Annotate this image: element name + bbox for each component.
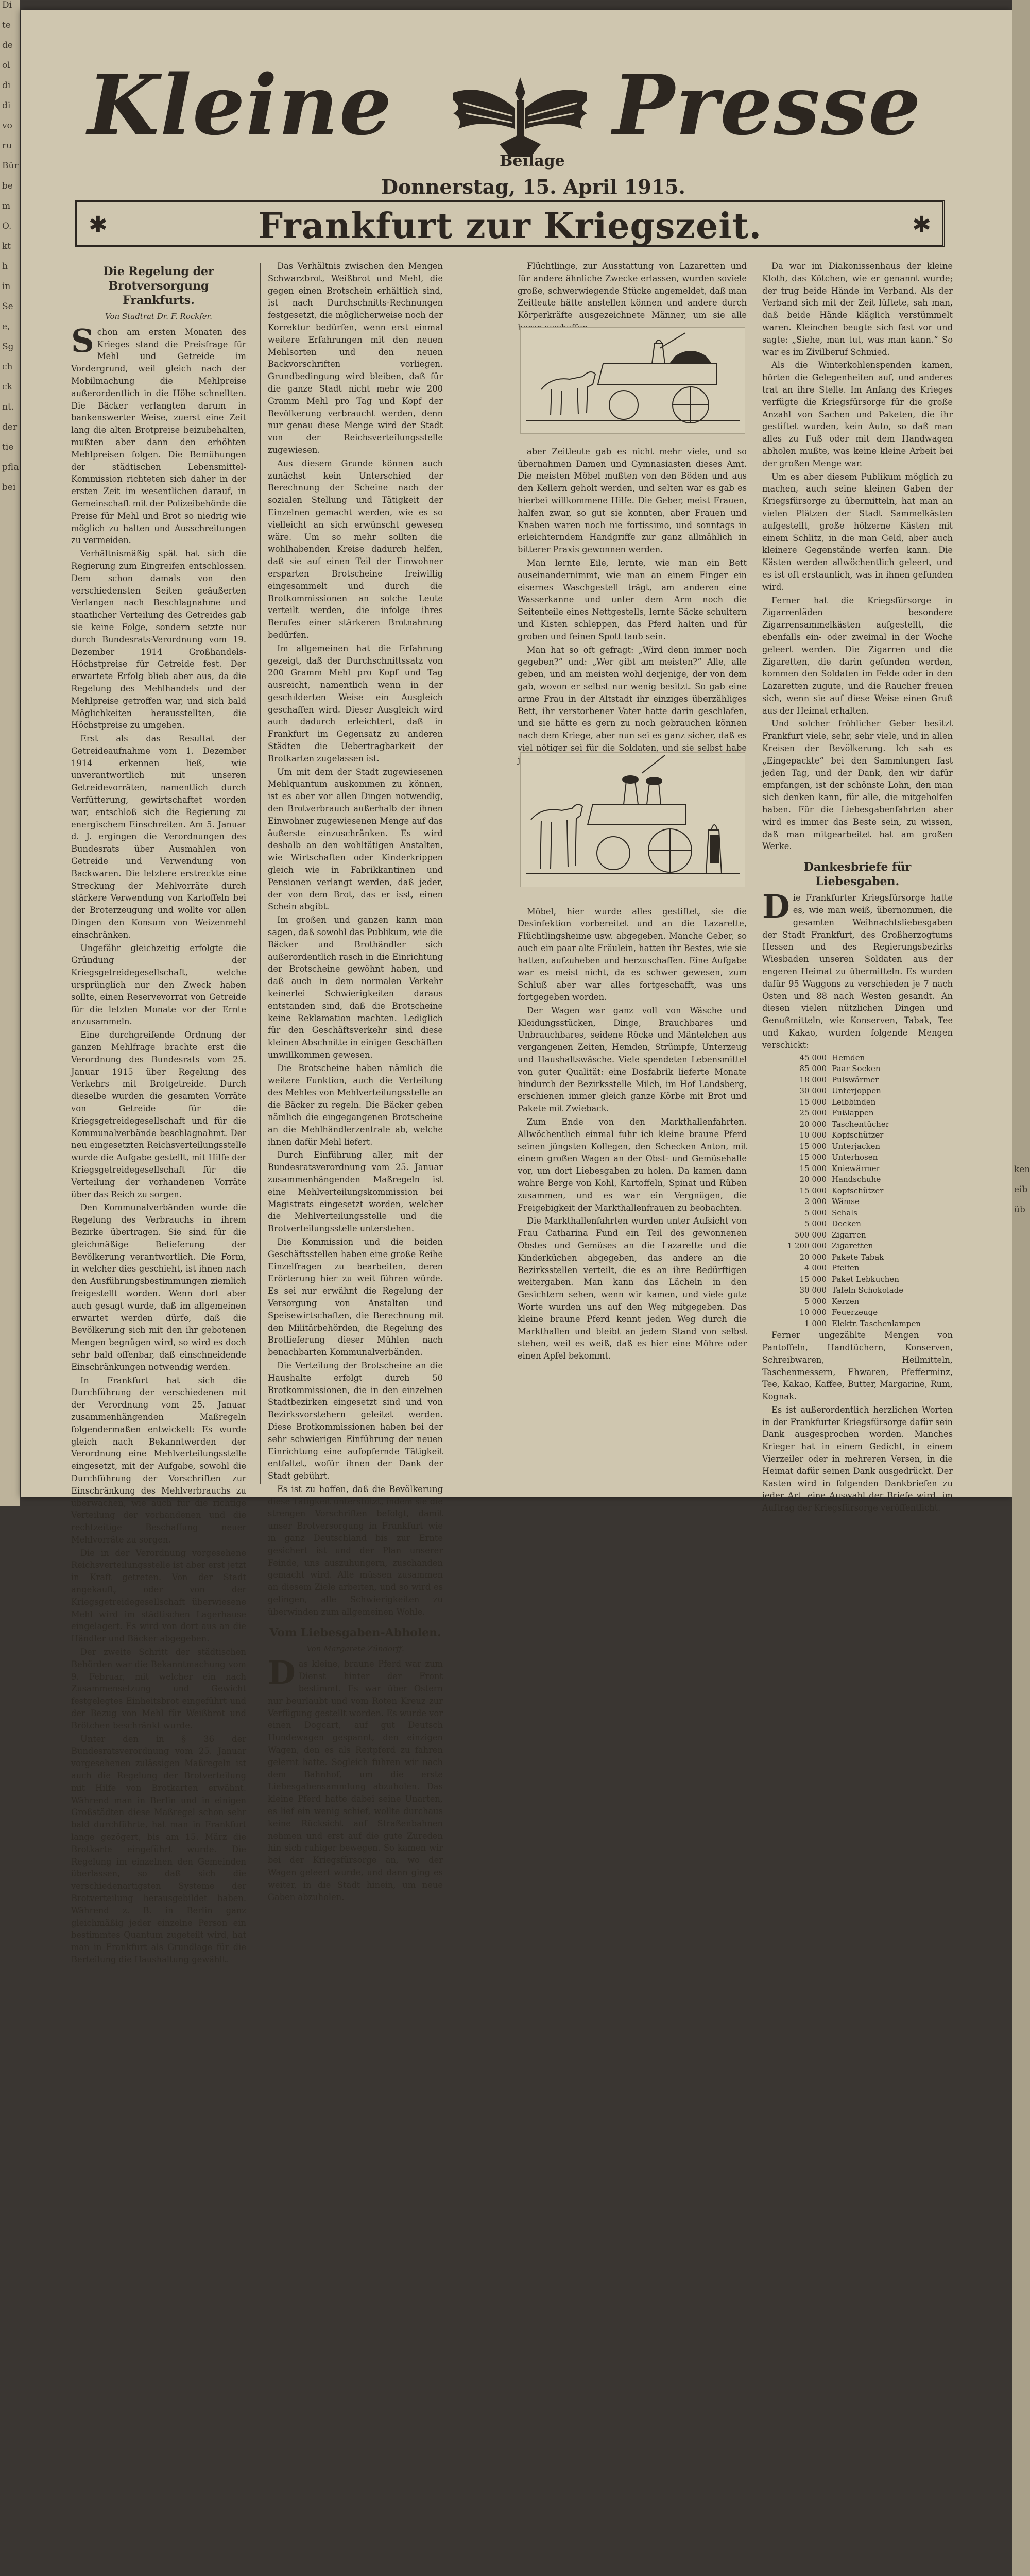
- article-paragraph: Die in der Verordnung vorgesehene Reichsverteilungsstelle ist aber erst jetzt in Kraft getreten. Von der Stadt angekauft, oder von der Kriegsgetreidegesellschaft überwiesene Mehl wird im städtischen Lagerhause eingelagert. Es wird von dort aus an die Händler und Bäcker abgegeben.: [71, 1548, 246, 1644]
- article-body: [71, 548, 246, 1966]
- edge-fragment: m: [2, 201, 11, 211]
- donation-item: Leibbinden: [832, 1097, 876, 1107]
- edge-fragment: O.: [2, 221, 12, 231]
- article-paragraph: Aus diesem Grunde können auch zunächst kein Unterschied der Berechnung der Scheine nach der sozialen Stellung und Tätigkeit der Einzelnen gemacht werden, wie es so vielleicht an sich erwünscht gewesen wäre. Um so mehr sollten die wohlhabenden Kreise dadurch helfen, daß sie auf einen Teil der Einwohner ersparten Brotscheine freiwillig eingesammelt und durch die Brotkommissionen an solche Leute verteilt werden, die infolge ihres Berufes einer stärkeren Brotnahrung bedürfen.: [268, 458, 443, 640]
- donation-list-item: [778, 1141, 953, 1153]
- donation-list-item: [778, 1152, 953, 1163]
- drop-cap: S: [71, 321, 94, 360]
- article-lead: Das kleine, braune Pferd war zum Dienst hinter der Front bestimmt. Es war über Ostern nur beurlaubt und vom Roten Kreuz zur Verfügung gestellt worden. Es wurde vor einen Dogcart, auf gut Deutsch Hundewagen gespannt, den einzigen Wagen, den es als Reitpferd zu fahren gelernt hatte. Sogleich fuhren wir nach dem Bahnhof, um die erste Liebesgabensammlung abzuholen. Das kleine Pferd hatte dabei seine Unarten, es lief ein wenig schief, wollte durchaus keine Rücksicht auf Straßenbahnen nehmen und erst auf die gute Zureden hin sich ruhiger bewegen. So kamen wir bei der Kriegsfürsorge an, wo der Wagen geleert wurde, und dann ging es weiter, in die Stadt hinein, um neue Gaben abzuholen.: [268, 1654, 443, 1902]
- donation-item: Unterjoppen: [832, 1086, 881, 1096]
- article-paragraph: Flüchtlinge, zur Ausstattung von Lazaretten und für andere ähnliche Zwecke erlassen, wurden soviele große, schwerwiegende Stücke angemeldet, daß man Zeitleute hätte anstellen können und andere durch Körperkräfte ausgezeichnete Männer, um sie alle heranzuschaffen.: [518, 261, 747, 332]
- donation-item: Handschuhe: [832, 1175, 881, 1184]
- right-page-edge: [1012, 0, 1030, 2576]
- article-byline: Von Margarete Zündorff.: [306, 1643, 404, 1653]
- donation-list-item: [778, 1263, 953, 1274]
- donation-list-item: [778, 1196, 953, 1208]
- donation-item: Wämse: [832, 1197, 860, 1207]
- left-page-edge: [0, 0, 20, 1506]
- edge-fragment: de: [2, 40, 13, 50]
- drop-cap: D: [268, 1654, 296, 1692]
- edge-fragment: kt: [2, 241, 11, 251]
- donation-list: [778, 1053, 953, 1330]
- masthead-left-word: Kleine: [88, 57, 393, 154]
- article-paragraph: Unter den in § 36 der Bundesratsverordnung vom 25. Januar vorgesehenen zulässigen Maßregeln ist auch die Regelung der Brotverteilung mit Hilfe von Brotkarten erwähnt. Während man in Berlin und in einigen Großstädten diese Maßregel schon sehr bald durchführte, hat man in Frankfurt lange gezögert, bis am 15. März die Brotkarte eingeführt wurde. Die Regelung im einzelnen den Gemeinden überlassen, so daß sich die verschiedenartigsten Systeme der Brotverteilung herausgebildet haben. Während z. B. in Berlin ganz gleichmäßig jeder einzelne Person ein bestimmtes Quantum zugeteilt wird, hat man in Frankfurt als Grundlage für die Berteilung die Haushaltung gewählt.: [71, 1734, 246, 1964]
- donation-list-item: [778, 1230, 953, 1241]
- donation-item: Kopfschützer: [832, 1185, 884, 1195]
- donation-list-item: [778, 1108, 953, 1119]
- donation-item: Pfeifen: [832, 1263, 860, 1273]
- donation-quantity: 25 000: [799, 1108, 827, 1118]
- article-paragraph: Und solcher fröhlicher Geber besitzt Frankfurt viele, sehr, sehr viele, und in allen Kreisen der Bevölkerung. Ich sah es „Eingepackte“ bei den Sammlungen fast jeden Tag, und der Dank, den wir dafür empfangen, ist der schönste Lohn, den man sich denken kann, für alle, die mitgeholfen haben. Für die Liebesgabenfahrten aber wird es immer das Beste sein, zu wissen, daß man mitgearbeitet hat am großen Werke.: [762, 719, 953, 852]
- section-title: Frankfurt zur Kriegszeit.: [258, 206, 762, 247]
- donation-item: Feuerzeuge: [832, 1308, 878, 1317]
- donation-list-item: [778, 1163, 953, 1175]
- edge-fragment: pfla: [2, 462, 19, 472]
- donation-list-item: [778, 1086, 953, 1097]
- supplement-label: Beilage: [500, 152, 565, 170]
- donation-quantity: 500 000: [794, 1230, 827, 1240]
- article-column-1: [71, 260, 246, 1964]
- donation-quantity: 30 000: [799, 1285, 827, 1295]
- donation-quantity: 5 000: [804, 1208, 827, 1217]
- eagle-crest-icon: [443, 72, 597, 160]
- article-paragraph: Die Kommission und die beiden Geschäftsstellen haben eine große Reihe Einzelfragen zu bearbeiten, deren Erörterung hier zu weit führen würde. Es sei nur erwähnt die Regelung der Versorgung von Anstalten und Speisewirtschaften, die Berechnung mit den Militärbehörden, die Regelung des Brotlieferung dieser Mühlen nach benachbarten Kommunalverbänden.: [268, 1236, 443, 1358]
- edge-fragment: di: [2, 80, 11, 91]
- donation-item: Hemden: [832, 1053, 865, 1062]
- article-paragraph: Das Verhältnis zwischen den Mengen Schwarzbrot, Weißbrot und Mehl, die gegen einen Brotschein erhältlich sind, ist nach Durchschnitts-Rechnungen festgesetzt, die möglicherweise noch der Korrektur bedürfen, wenn erst einmal weitere Erfahrungen mit den neuen Mehlsorten und den neuen Backvorschriften vorliegen. Grundbedingung wird bleiben, daß für die ganze Stadt nicht mehr wie 200 Gramm Mehl pro Tag und Kopf der Bevölkerung verbraucht werden, denn nur genau diese Menge wird der Stadt von der Reichsverteilungsstelle zugewiesen.: [268, 261, 443, 455]
- column-rule: [260, 263, 261, 1484]
- donation-item: Zigarren: [832, 1230, 866, 1240]
- article-lead: Schon am ersten Monaten des Krieges stand die Preisfrage für Mehl und Getreide im Vordergrund, weil gleich nach der Mobilmachung die Mehlpreise außerordentlich in die Höhe schnellten. Die Bäcker verlangten darum in bankenswerter Weise, zuerst eine Zeit lang die alten Brotpreise beizubehalten, mußten aber dann den erhöhten Mehlpreisen folgen. Die Bemühungen der städtischen Lebensmittel-Kommission richteten sich daher in der ersten Zeit im wesentlichen darauf, in Gemeinschaft mit der Polizeibehörde die Preise für Mehl und Brot so niedrig wie möglich zu halten und Ausschreitungen zu vermeiden.: [71, 321, 246, 546]
- article-paragraph: Eine durchgreifende Ordnung der ganzen Mehlfrage brachte erst die Verordnung des Bundesrats vom 25. Januar 1915 über Regelung des Verkehrs mit Brotgetreide. Durch dieselbe wurden die gesamten Vorräte von Getreide für die Kriegsgetreidegesellschaft und für die Kommunalverbände beschlagnahmt. Der neu eingesetzten Reichsverteilungsstelle wurde die Aufgabe gestellt, mit Hilfe der Kriegsgetreidegesellschaft für die Verteilung der vorhandenen Vorräte über das Reich zu sorgen.: [71, 1030, 246, 1199]
- donation-list-item: [778, 1285, 953, 1296]
- article-column-4: [762, 260, 953, 1513]
- issue-date: Donnerstag, 15. April 1915.: [381, 175, 685, 198]
- article-paragraph: Da war im Diakonissenhaus der kleine Kloth, das Kötchen, wie er genannt wurde; der trug beide Hände im Verband. Als der Verband sich mit der Zeit lüftete, sah man, daß beide Hände kläglich verstümmelt waren. Kleinchen beugte sich fast vor und sagte: „Siehe, man tut, was man kann.“ So war es im Zivilberuf Schmied.: [762, 261, 953, 357]
- article-paragraph: Zum Ende von den Markthallenfahrten. Allwöchentlich einmal fuhr ich kleine braune Pferd seinen jüngsten Kollegen, den Schecken Anton, mit einem großen Wagen an der Obst- und Gemüsehalle vor, um dort Liebesgaben zu holen. Da kamen dann wahre Berge von Kohl, Kartoffeln, Spinat und Rüben zusammen, und es war ein Vergnügen, die Freigebigkeit der Markthallenfrauen zu beobachten.: [518, 1117, 747, 1213]
- donation-quantity: 5 000: [804, 1219, 827, 1229]
- edge-fragment: ck: [2, 382, 12, 392]
- donation-quantity: 30 000: [799, 1086, 827, 1096]
- edge-fragment: ken: [1014, 1164, 1030, 1175]
- article-paragraph: Es ist außerordentlich herzlichen Worten in der Frankfurter Kriegsfürsorge dafür sein Dank ausgesprochen worden. Manches Krieger hat in einem Gedicht, in einem Vierzeiler oder in mehreren Versen, in die Heimat dafür seinen Dank ausgedrückt. Der Kasten wird in folgenden Dankbriefen zu jeder Art, eine Auswahl der Briefe wird, im Auftrag der Kriegsfürsorge veröffentlicht.: [762, 1404, 953, 1513]
- article-paragraph: Verhältnismäßig spät hat sich die Regierung zum Eingreifen entschlossen. Dem schon damals von den verschiedensten Seiten geäußerten Verlangen nach Beschlagnahme und staatlicher Verteilung des Getreides gab sie keine Folge, sondern setzte nur durch Bundesrats-Verordnung vom 19. Dezember 1914 Großhandels-Höchstpreise für Getreide fest. Der erwartete Erfolg blieb aber aus, da die Regelung des Mehlhandels und der Mehlpreise getroffen war, und sich bald Möglichkeiten herausstellten, die Höchstpreise zu umgehen.: [71, 549, 246, 731]
- donation-quantity: 15 000: [799, 1153, 827, 1162]
- edge-fragment: te: [2, 20, 11, 30]
- article-paragraph: Ferner hat die Kriegsfürsorge in Zigarrenläden besondere Zigarrensammelkästen aufgestellt, die ebenfalls ein- oder zweimal in der Woche geleert werden. Die Zigarren und die Zigaretten, die darin gefunden werden, kommen den Soldaten im Felde oder in den Lazaretten zugute, und die Raucher freuen sich, wenn sie auf diese Weise einen Gruß aus der Heimat erhalten.: [762, 595, 953, 716]
- donation-list-item: [778, 1185, 953, 1197]
- donation-item: Schals: [832, 1208, 857, 1217]
- donation-list-item: [778, 1097, 953, 1108]
- article-paragraph: Der Wagen war ganz voll von Wäsche und Kleidungsstücken, Dinge, Brauchbares und Unbrauchbares, seidene Röcke und Mäntelchen aus vergangenen Zeiten, Hemden, Strümpfe, Unterzeug und Haushaltswäsche. Viele spendeten Lebensmittel von guter Qualität: eine Dosfabrik lieferte Monate hindurch der Bezirksstelle Milch, im Hof Landsberg, erschienen immer gleich ganze Körbe mit Brot und Pakete mit Zwieback.: [518, 1005, 747, 1114]
- edge-fragment: nt.: [2, 402, 14, 412]
- donation-item: Pakete Tabak: [832, 1252, 884, 1262]
- article-column-2: [268, 260, 443, 1902]
- horse-cart-illustration: [520, 327, 745, 434]
- masthead-right-word: Presse: [612, 57, 922, 154]
- donation-quantity: 1 200 000: [787, 1241, 827, 1251]
- article-byline: Von Stadtrat Dr. F. Rockfer.: [105, 312, 212, 321]
- article-paragraph: Man hat so oft gefragt: „Wird denn immer noch gegeben?“ und: „Wer gibt am meisten?“ Alle, alle geben, und am meisten wohl derjenige, der von dem gab, wovon er selbst nur wenig besitzt. So gab eine arme Frau in der Altstadt ihr einziges überzähliges Bett, ihr verstorbener Vater hatte darin geschlafen, und sie hätte es gern zu noch gebrauchen können nach dem Kriege, aber nun sei es ganz sicher, daß es viel nötiger sei für die Soldaten, und sie selbst habe ja noch ihr eigenes Bett.: [518, 645, 747, 765]
- section-banner: [75, 200, 945, 247]
- newspaper-page: [21, 10, 1012, 1964]
- article-paragraph: Die Brotscheine haben nämlich die weitere Funktion, auch die Verteilung des Mehles von Mehlverteilungsstelle an die Bäcker zu regeln. Die Bäcker geben nämlich die eingegangenen Brotscheine an die Mehlhändlerzentrale ab, welche ihnen dafür Mehl liefert.: [268, 1063, 443, 1147]
- donation-item: Paar Socken: [832, 1064, 881, 1074]
- donation-list-item: [778, 1252, 953, 1263]
- donation-quantity: 15 000: [799, 1097, 827, 1107]
- article-paragraph: Als die Winterkohlenspenden kamen, hörten die Gelegenheiten auf, und anderes trat an ihre Stelle. Im Anfang des Krieges verfügte die Kriegsfürsorge für die große Anzahl von Sachen und Paketen, die ihr gestiftet wurden, kein Auto, so daß man alles zu Fuß oder mit dem Handwagen abholen mußte, was keine kleine Arbeit bei der großen Menge war.: [762, 360, 953, 468]
- edge-fragment: ch: [2, 362, 13, 372]
- donation-quantity: 15 000: [799, 1274, 827, 1284]
- edge-fragment: Sg: [2, 342, 14, 352]
- edge-fragment: bei: [2, 482, 16, 493]
- edge-fragment: ol: [2, 60, 10, 71]
- donation-quantity: 20 000: [799, 1252, 827, 1262]
- article-paragraph: Um es aber diesem Publikum möglich zu machen, auch seine kleinen Gaben der Kriegsfürsorge zu übermitteln, hat man an vielen Plätzen der Stadt Sammelkästen aufgestellt, große hölzerne Kästen mit einem Schlitz, in die man Geld, aber auch kleinere Gegenstände werfen kann. Die Kästen werden allwöchentlich geleert, und es ist oft erstaunlich, was in ihnen gefunden wird.: [762, 471, 953, 592]
- donation-quantity: 85 000: [799, 1064, 827, 1074]
- donation-item: Kopfschützer: [832, 1130, 884, 1140]
- article-paragraph: In Frankfurt hat sich die Durchführung der verschiedenen mit der Verordnung vom 25. Januar zusammenhängenden Maßregeln folgendermaßen entwickelt: Es wurde gleich nach Bekanntwerden der Verordnung eine Mehlverteilungsstelle eingesetzt, mit der Aufgabe, sowohl die Durchführung der Vorschriften zur Einschränkung des Mehlverbrauchs zu überwachen, wie auch für die richtige Verteilung der vorhandenen und die rechtzeitige Beschaffung neuer Mehlvorräte zu sorgen.: [71, 1375, 246, 1545]
- edge-fragment: tie: [2, 442, 14, 452]
- donation-item: Fußlappen: [832, 1108, 874, 1118]
- article-body: [268, 260, 443, 1618]
- article-paragraph: Die Verteilung der Brotscheine an die Haushalte erfolgt durch 50 Brotkommissionen, die in den einzelnen Stadtbezirken eingesetzt sind und von Bezirksvorstehern geleitet werden. Diese Brotkommissionen haben bei der sehr schwierigen Einführung der neuen Einrichtung eine aufopfernde Tätigkeit entfaltet, wofür ihnen der Dank der Stadt gebührt.: [268, 1360, 443, 1481]
- edge-fragment: eib: [1014, 1184, 1028, 1195]
- article-paragraph: Ungefähr gleichzeitig erfolgte die Gründung der Kriegsgetreidegesellschaft, welche ursprünglich nur den Zweck haben sollte, einen Reservevorrat von Getreide für die letzten Monate vor der Ernte anzusammeln.: [71, 943, 246, 1027]
- donation-quantity: 45 000: [799, 1053, 827, 1062]
- article-paragraph: Im großen und ganzen kann man sagen, daß sowohl das Publikum, wie die Bäcker und Brothändler sich außerordentlich rasch in die Einrichtung der Brotscheine gewöhnt haben, und daß auch in dem normalen Verkehr keinerlei Schwierigkeiten daraus entstanden sind, daß die Brotscheine keine Reklamation machten. Lediglich für den Geschäftsverkehr sind diese kleinen Abschnitte in einigen Geschäften unwillkommen gewesen.: [268, 915, 443, 1060]
- article-paragraph: Durch Einführung aller, mit der Bundesratsverordnung vom 25. Januar zusammenhängenden Maßregeln ist eine Mehlverteilungskommission bei Magistrats eingesetzt worden, welcher die Mehlverteilungsstelle und die Brotverteilungsstelle unterstehen.: [268, 1150, 443, 1234]
- article-headline: Dankesbriefe für Liebesgaben.: [803, 860, 912, 889]
- donation-quantity: 5 000: [804, 1296, 827, 1306]
- edge-fragment: vo: [2, 121, 12, 131]
- article-headline: Die Regelung der Brotversorgung Frankfurts.: [103, 265, 214, 307]
- article-lead: Die Frankfurter Kriegsfürsorge hatte es, wie man weiß, übernommen, die gesamten Weihnachtsliebesgaben der Stadt Frankfurt, des Großherzogtums Hessen und des Regierungsbezirks Wiesbaden unseren Soldaten aus der engeren Heimat zu übermitteln. Es wurden dafür 95 Waggons zu verschieden je 7 nach Osten und 88 nach Westen gesandt. An diesen vielen nützlichen Dingen und Genußmitteln, wie Konserven, Tabak, Tee und Kakao, wurden folgende Mengen verschickt:: [762, 888, 953, 1050]
- edge-fragment: in: [2, 281, 11, 292]
- donation-list-item: [778, 1053, 953, 1064]
- donation-quantity: 15 000: [799, 1141, 827, 1151]
- carriage-with-women-illustration: [520, 752, 745, 887]
- donation-item: Kerzen: [832, 1296, 860, 1306]
- star-icon: ✱: [912, 212, 931, 238]
- donation-item: Zigaretten: [832, 1241, 873, 1251]
- masthead: [62, 57, 953, 198]
- edge-fragment: der: [2, 422, 18, 432]
- edge-fragment: Di: [2, 0, 12, 10]
- donation-quantity: 10 000: [799, 1308, 827, 1317]
- article-paragraph: Der zweite Schritt der städtischen Behörden war die Bekanntmachung vom 9. Februar, mit welcher ein nach Zusammensetzung und Gewicht festgelegtes Einheitsbrot eingeführt und der Bezug von Mehl für Weißbrot und Brötchen beschränkt wurde.: [71, 1647, 246, 1731]
- article-paragraph: Man lernte Eile, lernte, wie man ein Bett auseinandernimmt, wie man an einem Finger ein eisernes Waschgestell trägt, am anderen eine Wasserkanne und unter dem Arm noch die Seitenteile eines Nettgestells, lernte Säcke schultern und Kisten schleppen, das Pferd halten und für groben und feinen Spott taub sein.: [518, 557, 747, 641]
- edge-fragment: üb: [1014, 1205, 1025, 1215]
- article-paragraph: Es ist zu hoffen, daß die Bevölkerung diese Tätigkeit unterstützt, indem sie die strengen Vorschriften befolgt, damit unser Brotversorgung in Frankfurt wie in ganz Deutschland bis zur Ernte gesichert ist und der Plan unserer Feinde, uns auszuhungern, zuschanden gemacht wird. Alle müssen zusammen an diesem Ziele arbeiten, und so wird es gelingen, alle Schwierigkeiten zu überwinden zum allgemeinen Wohle.: [268, 1484, 443, 1617]
- donation-list-item: [778, 1119, 953, 1130]
- article-paragraph: Die Markthallenfahrten wurden unter Aufsicht von Frau Catharina Fund ein Teil des gewonnenen Obstes und Gemüses an die Lazarette und die Kinderküchen abgegeben, das andere an die Bezirksstellen verteilt, die es an ihre Bedürftigen weitergaben. Man kann das Lächeln in den Gesichtern sehen, wenn wir kamen, und viele gute Worte wurden uns auf den Weg mitgegeben. Das kleine braune Pferd kennt jeden Weg durch die Markthallen und bleibt an jedem Stand von selbst stehen, weil es weiß, daß es hier eine Möhre oder einen Apfel bekommt.: [518, 1216, 747, 1361]
- donation-list-item: [778, 1307, 953, 1318]
- donation-list-item: [778, 1218, 953, 1230]
- donation-item: Unterhosen: [832, 1153, 878, 1162]
- donation-quantity: 15 000: [799, 1163, 827, 1173]
- edge-fragment: e,: [2, 321, 10, 332]
- donation-list-item: [778, 1274, 953, 1285]
- donation-item: Paket Lebkuchen: [832, 1274, 899, 1284]
- edge-fragment: Bür: [2, 161, 19, 171]
- edge-fragment: be: [2, 181, 13, 191]
- drop-cap: D: [762, 888, 790, 926]
- donation-item: Pulswärmer: [832, 1075, 879, 1084]
- donation-list-item: [778, 1208, 953, 1219]
- article-paragraph: Im allgemeinen hat die Erfahrung gezeigt, daß der Durchschnittssatz von 200 Gramm Mehl pro Kopf und Tag ausreicht, namentlich wenn in der geschilderten Weise ein Ausgleich geschaffen wird. Dieser Ausgleich wird auch dadurch erleichtert, daß in Frankfurt im Gegensatz zu anderen Städten die Uebertragbarkeit der Brotkarten zugelassen ist.: [268, 643, 443, 764]
- article-paragraph: Um mit dem der Stadt zugewiesenen Mehlquantum auskommen zu können, ist es aber vor allen Dingen notwendig, den Brotverbrauch außerhalb der ihnen Einwohner zugewiesenen Menge auf das äußerste einzuschränken. Es wird deshalb an den wohltätigen Anstalten, wie Wirtschaften oder Kinderkrippen gleich wie in Fabrikkantinen und Pensionen verlangt werden, daß jeder, der von dem Brot, das er isst, einen Schein abgibt.: [268, 767, 443, 912]
- article-paragraph: Möbel, hier wurde alles gestiftet, sie die Desinfektion vorbereitet und an die Lazarette, Flüchtlingsheime usw. abgegeben. Manche Geber, so auch ein paar alte Fräulein, hatten ihr Bestes, wie sie hatten, aufzuheben und herzuschaffen. Eine Aufgabe war es meist nicht, da es schwer gewesen, zum Schluß aber war alles fortgeschafft, was uns fortgegeben worden.: [518, 906, 747, 1003]
- edge-fragment: di: [2, 100, 11, 111]
- article-paragraph: Den Kommunalverbänden wurde die Regelung des Verbrauchs in ihrem Bezirke übertragen. Sie sind für die gleichmäßige Belieferung der Bevölkerung verantwortlich. Die Form, in welcher dies geschieht, ist ihnen nach den Ausführungsbestimmungen ziemlich freigestellt worden. Wenn dort aber auch gesagt wurde, daß im allgemeinen erwartet werden dürfe, daß die Bevölkerung sich mit den ihr gebotenen Mengen begnügen wird, so wird es doch sehr bald offenbar, daß einschneidende Einschränkungen notwendig werden.: [71, 1202, 246, 1372]
- donation-item: Taschentücher: [832, 1119, 889, 1129]
- article-paragraph: Erst als das Resultat der Getreideaufnahme vom 1. Dezember 1914 erkennen ließ, wie unverantwortlich mit unseren Getreidevorräten, namentlich durch Verfütterung, gewirtschaftet worden war, entschloß sich die Regierung zu energischem Einschreiten. Am 5. Januar d. J. ergingen die Verordnungen des Bundesrats über Ausmahlen von Getreide und Verwendung von Backwaren. Die letztere erstreckte eine Streckung der Mehlvorräte durch stärkere Verwendung von Kartoffeln bei der Broterzeugung und wollte vor allen Dingen den Konsum von Weizenmehl einschränken.: [71, 734, 246, 940]
- article-paragraph: Ferner ungezählte Mengen von Pantoffeln, Handtüchern, Konserven, Schreibwaren, Heilmitteln, Taschenmessern, Ehwaren, Pfefferminz, Tee, Kakao, Kaffee, Butter, Margarine, Rum, Kognak.: [762, 1330, 953, 1402]
- donation-list-item: [778, 1174, 953, 1185]
- donation-quantity: 20 000: [799, 1175, 827, 1184]
- donation-quantity: 10 000: [799, 1130, 827, 1140]
- edge-fragment: h: [2, 261, 8, 272]
- donation-quantity: 4 000: [804, 1263, 827, 1273]
- donation-item: Decken: [832, 1219, 861, 1229]
- donation-list-item: [778, 1130, 953, 1141]
- donation-quantity: 1 000: [804, 1318, 827, 1328]
- donation-quantity: 20 000: [799, 1119, 827, 1129]
- edge-fragment: ru: [2, 141, 12, 151]
- donation-item: Kniewärmer: [832, 1163, 880, 1173]
- donation-quantity: 2 000: [804, 1197, 827, 1207]
- donation-list-item: [778, 1075, 953, 1086]
- star-icon: ✱: [89, 212, 108, 238]
- donation-item: Tafeln Schokolade: [832, 1285, 904, 1295]
- article-headline: Vom Liebesgaben-Abholen.: [269, 1625, 441, 1639]
- article-paragraph: aber Zeitleute gab es nicht mehr viele, und so übernahmen Damen und Gymnasiasten dieses Amt. Die meisten Möbel mußten von den Böden und aus den Kellern geholt werden, und selten war es gab es hierbei willkommene Hilfe. Die Geber, meist Frauen, halfen zwar, so gut sie konnten, aber Frauen und Knaben waren noch nie fortissimo, und sonntags in erleichterndem Handgriffe zur ganz allmählich in bitterer Praxis gewonnen werden.: [518, 446, 747, 555]
- donation-list-item: [778, 1241, 953, 1252]
- donation-quantity: 18 000: [799, 1075, 827, 1084]
- donation-list-item: [778, 1318, 953, 1330]
- edge-fragment: Se: [2, 301, 13, 312]
- donation-list-item: [778, 1296, 953, 1308]
- donation-item: Unterjacken: [832, 1141, 880, 1151]
- donation-quantity: 15 000: [799, 1185, 827, 1195]
- donation-item: Elektr. Taschenlampen: [832, 1318, 921, 1328]
- donation-list-item: [778, 1063, 953, 1075]
